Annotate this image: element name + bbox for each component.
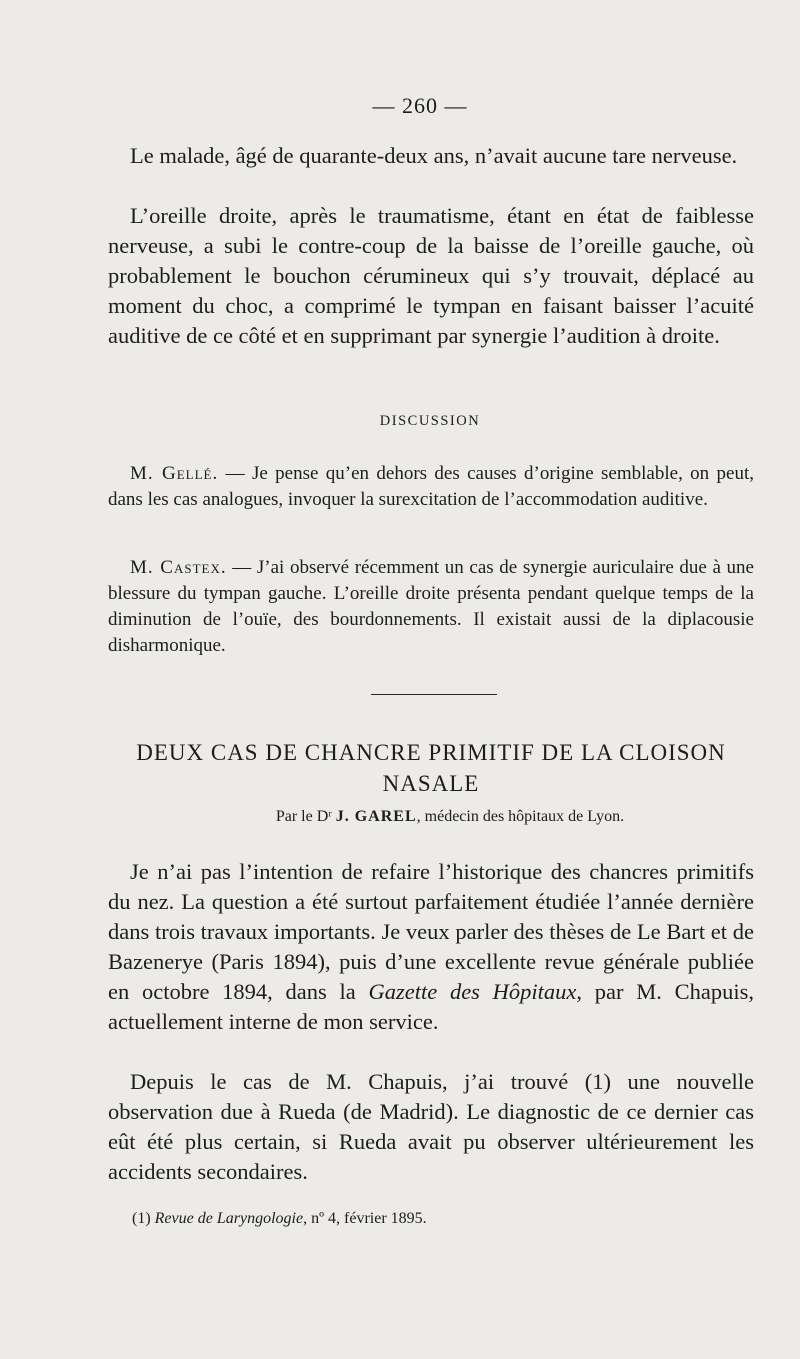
speaker-gelle: M. Gellé. [130, 463, 219, 484]
byline-author: J. GAREL [335, 808, 417, 825]
footnote-details: , nº 4, février 1895. [303, 1210, 427, 1227]
discussion-heading: DISCUSSION [379, 413, 481, 429]
footnote [132, 1210, 427, 1228]
article-title-line-1: DEUX CAS DE CHANCRE PRIMITIF DE LA CLOISON [136, 740, 726, 765]
gelle-remark: — Je pense qu’en dehors des causes d’origine semblable, on peut, dans les cas analogues, invoquer la surexcitation de l’accommodation auditive. [108, 463, 754, 510]
article-title [108, 737, 754, 799]
journal-name: Gazette des Hôpitaux [368, 979, 577, 1004]
castex-remark: — J’ai observé récemment un cas de synergie auriculaire due à une blessure du tympan gauche. L’oreille droite présenta pendant quelque temps de la diminution de l’ouïe, des bourdonnements. Il existait aussi de la diplacousie disharmonique. [108, 557, 754, 656]
intro-text-start: Je n’ai pas l’intention de refaire l’historique des chancres primitifs du nez. La question a été surtout parfaitement étudiée l’année dernière dans trois travaux importants. Je veux parler des thèses de Le Bart et de Bazenerye (Paris 1894), puis d’une excellente revue générale publiée en octobre 1894, dans la [108, 859, 754, 1004]
footnote-marker: (1) [132, 1210, 155, 1227]
paragraph-patient: Le malade, âgé de quarante-deux ans, n’avait aucune tare nerveuse. [130, 143, 738, 168]
intro-text-end: , par M. Chapuis, actuellement interne de mon service. [108, 979, 754, 1034]
page-number: — 260 — [372, 93, 468, 118]
speaker-castex: M. Castex. [130, 557, 227, 578]
discussion-castex [108, 555, 754, 659]
paragraph-right-ear: L’oreille droite, après le traumatisme, étant en état de faiblesse nerveuse, a subi le contre-coup de la baisse de l’oreille gauche, où probablement le bouchon cérumineux qui s’y trouvait, déplacé au moment du choc, a comprimé le tympan en faisant baisser l’acuité auditive de ce côté et en supprimant par synergie l’audition à droite. [108, 203, 754, 348]
discussion-gelle [108, 461, 754, 513]
byline-prefix: Par le Dʳ [275, 808, 336, 825]
article-paragraph-intro [108, 857, 754, 1037]
byline-suffix: , médecin des hôpitaux de Lyon. [416, 808, 625, 825]
section-divider [371, 694, 497, 695]
footnote-journal: Revue de Laryngologie [154, 1210, 304, 1227]
article-byline [140, 808, 760, 826]
article-paragraph-rueda: Depuis le cas de M. Chapuis, j’ai trouvé (1) une nouvelle observation due à Rueda (de Madrid). Le diagnostic de ce dernier cas eût été plus certain, si Rueda avait pu observer ultérieurement les accidents secondaires. [108, 1069, 754, 1184]
article-title-line-2: NASALE [382, 771, 480, 796]
